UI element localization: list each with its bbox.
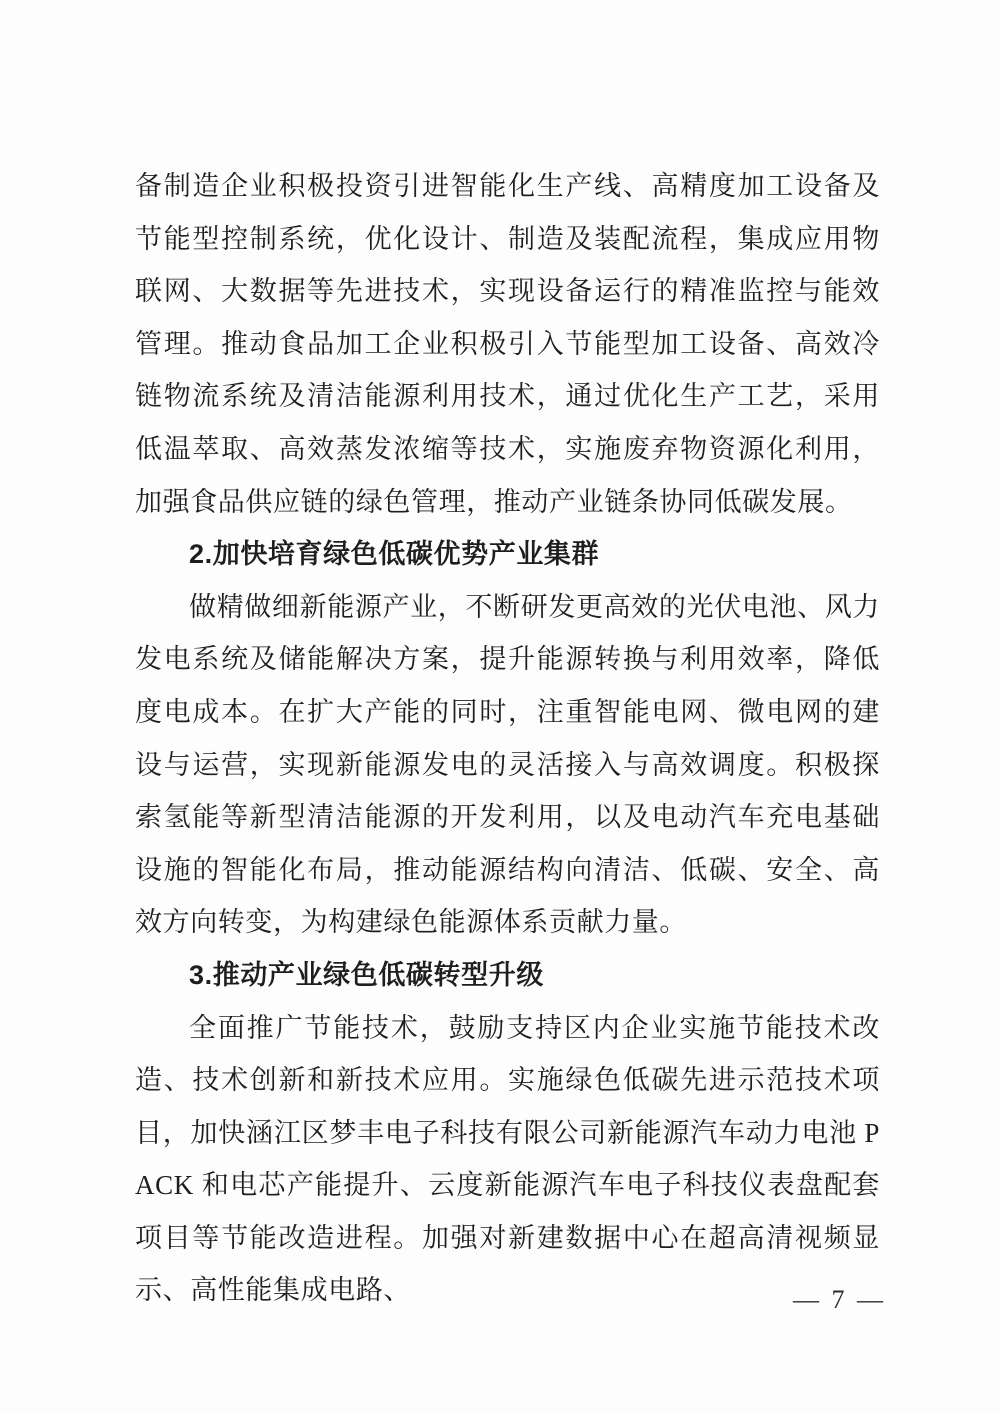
section-heading-3: 3.推动产业绿色低碳转型升级	[189, 959, 544, 990]
paragraph-section-2: 做精做细新能源产业，不断研发更高效的光伏电池、风力发电系统及储能解决方案，提升能源转换与利用效率，降低度电成本。在扩大产能的同时，注重智能电网、微电网的建设与运营，实现新能源发电的灵活接入与高效调度。积极探索氢能等新型清洁能源的开发利用，以及电动汽车充电基础设施的智能化布局，推动能源结构向清洁、低碳、安全、高效方向转变，为构建绿色能源体系贡献力量。	[135, 591, 880, 938]
document-body	[135, 160, 880, 1317]
page-number: — 7 —	[793, 1285, 886, 1314]
section-heading-2: 2.加快培育绿色低碳优势产业集群	[189, 539, 600, 570]
paragraph-section-3: 全面推广节能技术，鼓励支持区内企业实施节能技术改造、技术创新和新技术应用。实施绿色低碳先进示范技术项目，加快涵江区梦丰电子科技有限公司新能源汽车动力电池 PACK 和电芯产能提升、云度新能源汽车电子科技仪表盘配套项目等节能改造进程。加强对新建数据中心在超高清视频显示、高性能集成电路、	[135, 1012, 880, 1306]
paragraph-continued: 备制造企业积极投资引进智能化生产线、高精度加工设备及节能型控制系统，优化设计、制造及装配流程，集成应用物联网、大数据等先进技术，实现设备运行的精准监控与能效管理。推动食品加工企业积极引入节能型加工设备、高效冷链物流系统及清洁能源利用技术，通过优化生产工艺，采用低温萃取、高效蒸发浓缩等技术，实施废弃物资源化利用，加强食品供应链的绿色管理，推动产业链条协同低碳发展。	[135, 171, 880, 517]
